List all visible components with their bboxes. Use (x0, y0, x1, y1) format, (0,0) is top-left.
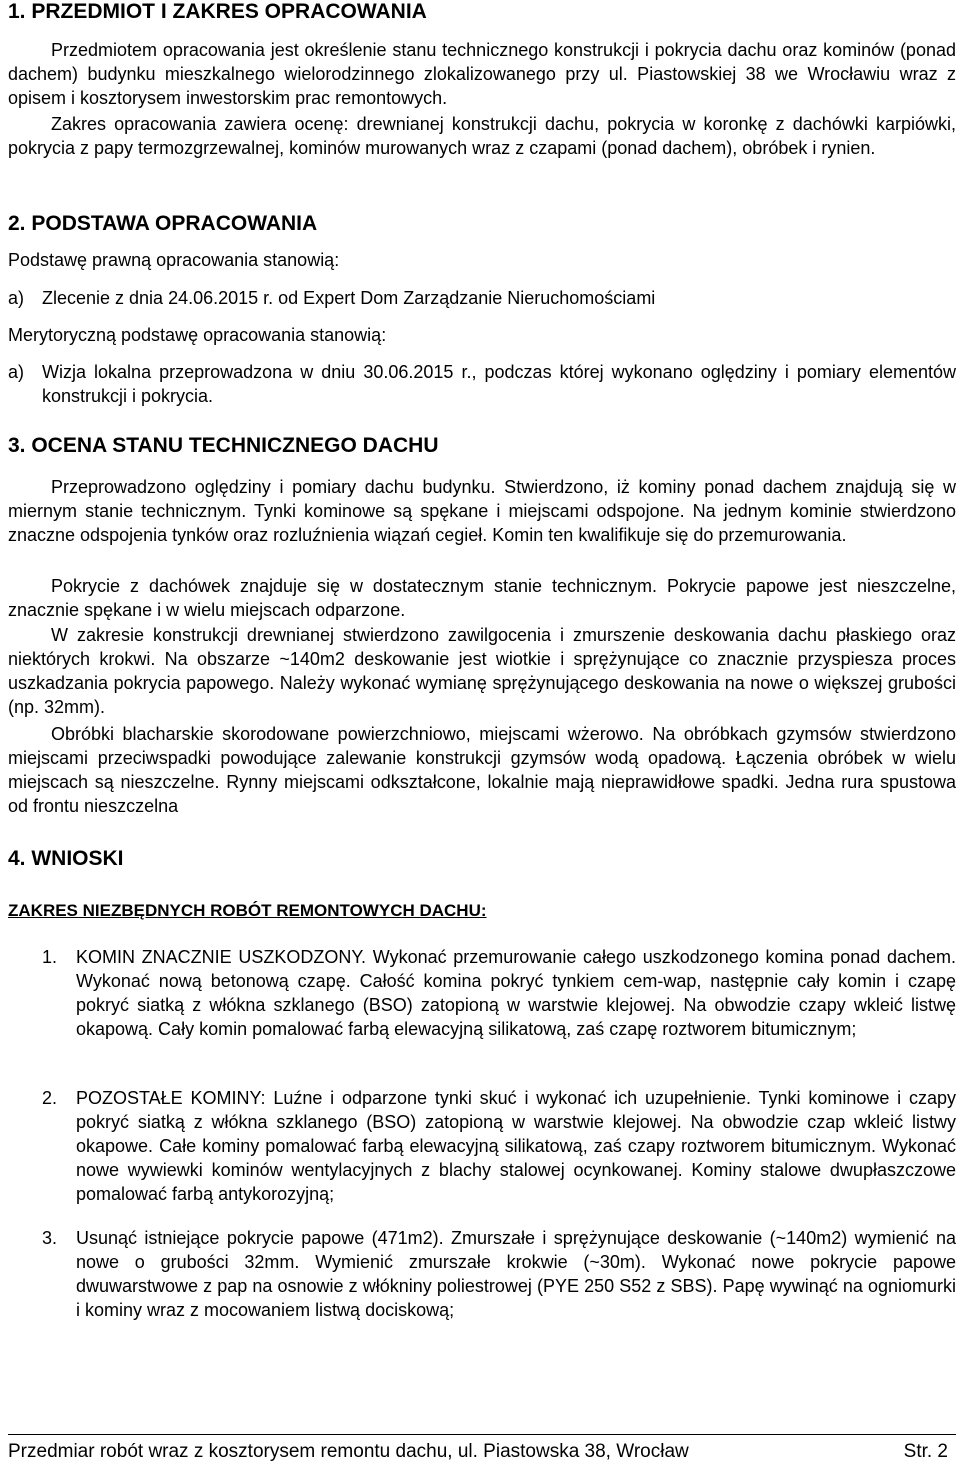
footer-divider (8, 1434, 956, 1435)
list-number: 3. (42, 1228, 58, 1248)
list-marker: a) (8, 362, 25, 382)
section-4-heading: 4. WNIOSKI (8, 847, 124, 870)
section-3-paragraph-3: W zakresie konstrukcji drewnianej stwierdzono zawilgocenia i zmurszenie deskowania dachu płaskiego oraz niektórych krokwi. Na obszarze ~140m2 deskowanie jest wiotkie i sprężynujące co znacznie przyspiesza proces uszkadzania pokrycia papowego. Należy wykonać wymianę sprężynującego deskowania na nowe o większej grubości (np. 32mm). (8, 625, 956, 717)
list-item-text: Usunąć istniejące pokrycie papowe (471m2). Zmurszałe i sprężynujące deskowanie (~140m2) wymienić na nowe o grubości 32mm. Wymienić zmurszałe krokwie (~30m). Wykonać nowe pokrycie papowe dwuwarstwowe z pap na osnowie z włókniny poliestrowej (PYE 250 S52 z SBS). Papę wywinąć na ogniomurki i kominy wraz z mocowaniem listwą dociskową; (76, 1228, 956, 1320)
section-3-paragraph-1: Przeprowadzono oględziny i pomiary dachu budynku. Stwierdzono, iż kominy ponad dachem znajdują się w miernym stanie technicznym. Tynki kominowe są spękane i miejscami odspojone. Na jednym kominie stwierdzono znaczne odspojenia tynków oraz rozluźnienia wiązań cegieł. Komin ten kwalifikuje się do przemurowania. (8, 477, 956, 545)
repair-item (42, 945, 956, 1041)
legal-basis-item (8, 286, 956, 310)
list-item-text: POZOSTAŁE KOMINY: Luźne i odparzone tynki skuć i wykonać ich uzupełnienie. Tynki kominowe i czapy pokryć siatką z włókna szklanego (BSO) zatopioną w warstwie klejowej. Na obwodzie czap wkleić listwy okapowe. Całe kominy pomalować farbą elewacyjną silikatową, zaś czapy roztworem bitumicznym. Wykonać nowe wywiewki kominów wentylacyjnych z blachy stalowej ocynkowanej. Kominy stalowe dwupłaszczowe pomalować farbą antykorozyjną; (76, 1088, 956, 1204)
legal-basis-intro: Podstawę prawną opracowania stanowią: (8, 250, 340, 270)
repair-item (42, 1226, 956, 1322)
page-number: Str. 2 (903, 1441, 948, 1462)
footer-title: Przedmiar robót wraz z kosztorysem remontu dachu, ul. Piastowska 38, Wrocław (8, 1441, 689, 1462)
section-2-heading: 2. PODSTAWA OPRACOWANIA (8, 212, 318, 235)
repair-scope-subheading: ZAKRES NIEZBĘDNYCH ROBÓT REMONTOWYCH DACHU: (8, 901, 487, 920)
list-item-text: Wizja lokalna przeprowadzona w dniu 30.06.2015 r., podczas której wykonano oględziny i pomiary elementów konstrukcji i pokrycia. (42, 362, 956, 406)
list-marker: a) (8, 288, 25, 308)
page-footer (8, 1440, 956, 1464)
section-3-paragraph-4: Obróbki blacharskie skorodowane powierzchniowo, miejscami wżerowo. Na obróbkach gzymsów stwierdzono miejscami przeciwspadki powodujące zalewanie konstrukcji gzymsów wodą opadową. Łączenia obróbek w wielu miejscach są nieszczelne. Rynny miejscami odkształcone, lokalnie mają nieprawidłowe spadki. Jedna rura spustowa od frontu nieszczelna (8, 724, 956, 816)
repair-item (42, 1086, 956, 1206)
list-item-text: Zlecenie z dnia 24.06.2015 r. od Expert Dom Zarządzanie Nieruchomościami (42, 288, 656, 308)
section-1-paragraph-1: Przedmiotem opracowania jest określenie stanu technicznego konstrukcji i pokrycia dachu oraz kominów (ponad dachem) budynku mieszkalnego wielorodzinnego zlokalizowanego przy ul. Piastowskiej 38 we Wrocławiu wraz z opisem i kosztorysem inwestorskim prac remontowych. (8, 40, 956, 108)
merit-basis-intro: Merytoryczną podstawę opracowania stanowią: (8, 325, 387, 345)
list-number: 2. (42, 1088, 58, 1108)
section-3-heading: 3. OCENA STANU TECHNICZNEGO DACHU (8, 434, 439, 457)
list-item-text: KOMIN ZNACZNIE USZKODZONY. Wykonać przemurowanie całego uszkodzonego komina ponad dachem. Wykonać nową betonową czapę. Całość komina pokryć tynkiem cem-wap, następnie cały komin i czapę pokryć siatką z włókna szklanego (BSO) zatopioną w warstwie klejowej. Na obwodzie czapy wkleić listwę okapową. Cały komin pomalować farbą elewacyjną silikatową, zaś czapę roztworem bitumicznym; (76, 947, 956, 1039)
list-number: 1. (42, 947, 58, 967)
merit-basis-item (8, 360, 956, 408)
section-1-heading: 1. PRZEDMIOT I ZAKRES OPRACOWANIA (8, 0, 427, 23)
section-3-paragraph-2: Pokrycie z dachówek znajduje się w dostatecznym stanie technicznym. Pokrycie papowe jest nieszczelne, znacznie spękane i w wielu miejscach odparzone. (8, 576, 956, 620)
section-1-paragraph-2: Zakres opracowania zawiera ocenę: drewnianej konstrukcji dachu, pokrycia w koronkę z dachówki karpiówki, pokrycia z papy termozgrzewalnej, kominów murowanych wraz z czapami (ponad dachem), obróbek i rynien. (8, 114, 956, 158)
